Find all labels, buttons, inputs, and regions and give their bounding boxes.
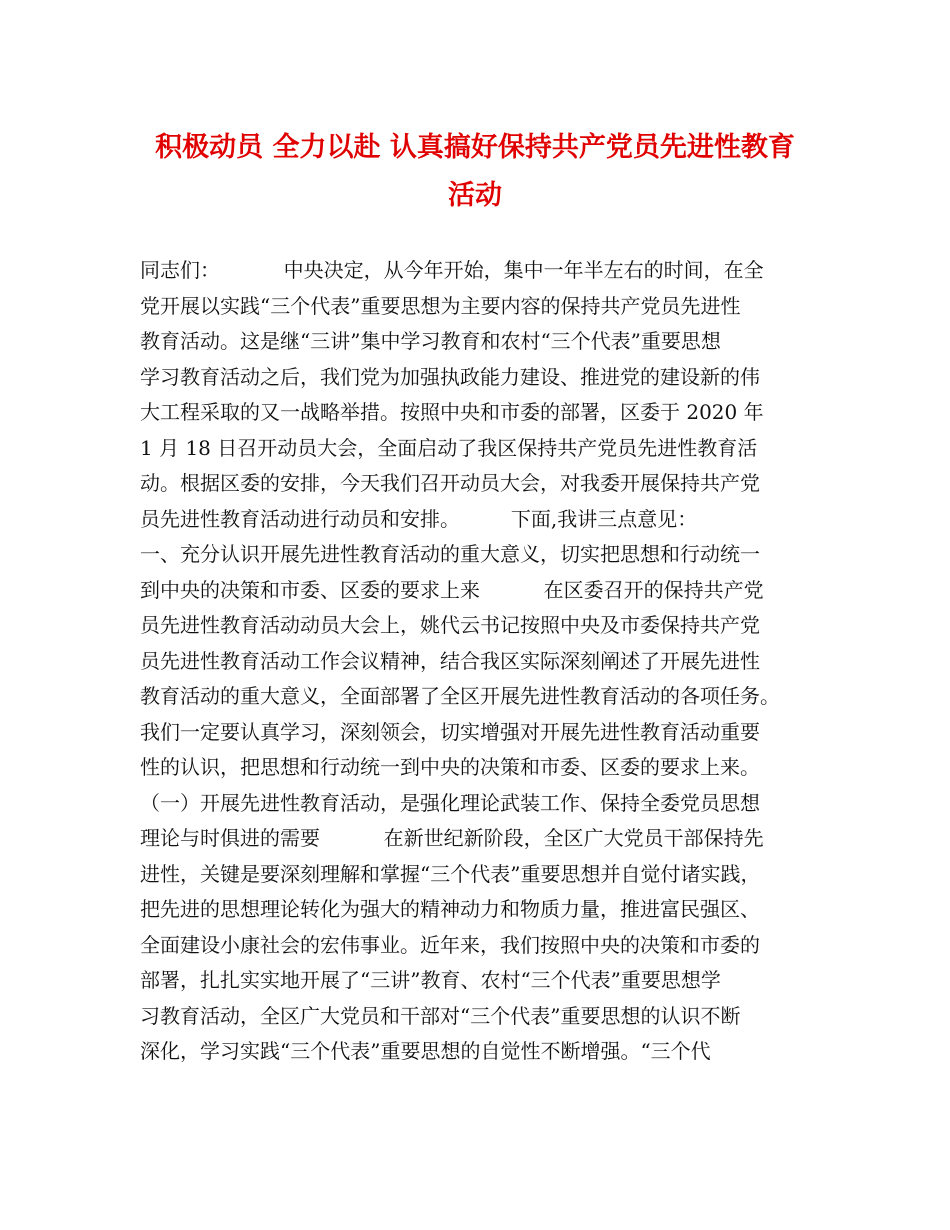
document-title-line-1: 积极动员 全力以赴 认真搞好保持共产党员先进性教育 [155,132,795,163]
body-line: 理论与时俱进的需要 在新世纪新阶段，全区广大党员干部保持先 [140,826,764,850]
document-title-line-2: 活动 [448,180,502,211]
body-line: 动。根据区委的安排，今天我们召开动员大会，对我委开展保持共产党 [140,471,760,495]
body-line: 部署，扎扎实实地开展了“三讲”教育、农村“三个代表”重要思想学 [140,968,721,992]
body-line: 同志们： 中央决定，从今年开始，集中一年半左右的时间，在全 [140,258,764,282]
body-line: 全面建设小康社会的宏伟事业。近年来，我们按照中央的决策和市委的 [140,933,760,957]
body-line: 党开展以实践“三个代表”重要思想为主要内容的保持共产党员先进性 [140,294,741,318]
body-line: 员先进性教育活动进行动员和安排。 下面,我讲三点意见： [140,507,698,531]
body-line: 教育活动的重大意义，全面部署了全区开展先进性教育活动的各项任务。 [140,684,780,708]
body-line: 1 月 18 日召开动员大会，全面启动了我区保持共产党员先进性教育活 [140,436,758,460]
body-line: 进性，关键是要深刻理解和掌握“三个代表”重要思想并自觉付诸实践， [140,862,761,886]
body-line: （一）开展先进性教育活动，是强化理论武装工作、保持全委党员思想 [140,791,760,815]
body-line: 员先进性教育活动动员大会上，姚代云书记按照中央及市委保持共产党 [140,613,760,637]
body-line: 我们一定要认真学习，深刻领会，切实增强对开展先进性教育活动重要 [140,720,760,744]
body-line: 学习教育活动之后，我们党为加强执政能力建设、推进党的建设新的伟 [140,365,760,389]
body-line: 习教育活动，全区广大党员和干部对“三个代表”重要思想的认识不断 [140,1004,741,1028]
body-line: 一、充分认识开展先进性教育活动的重大意义，切实把思想和行动统一 [140,542,760,566]
body-line: 深化，学习实践“三个代表”重要思想的自觉性不断增强。“三个代 [140,1039,711,1063]
body-line: 教育活动。这是继“三讲”集中学习教育和农村“三个代表”重要思想 [140,329,721,353]
body-line: 大工程采取的又一战略举措。按照中央和市委的部署，区委于 2020 年 [140,400,764,424]
body-line: 性的认识，把思想和行动统一到中央的决策和市委、区委的要求上来。 [140,755,760,779]
body-line: 把先进的思想理论转化为强大的精神动力和物质力量，推进富民强区、 [140,897,760,921]
body-line: 员先进性教育活动工作会议精神，结合我区实际深刻阐述了开展先进性 [140,649,760,673]
body-line: 到中央的决策和市委、区委的要求上来 在区委召开的保持共产党 [140,578,764,602]
